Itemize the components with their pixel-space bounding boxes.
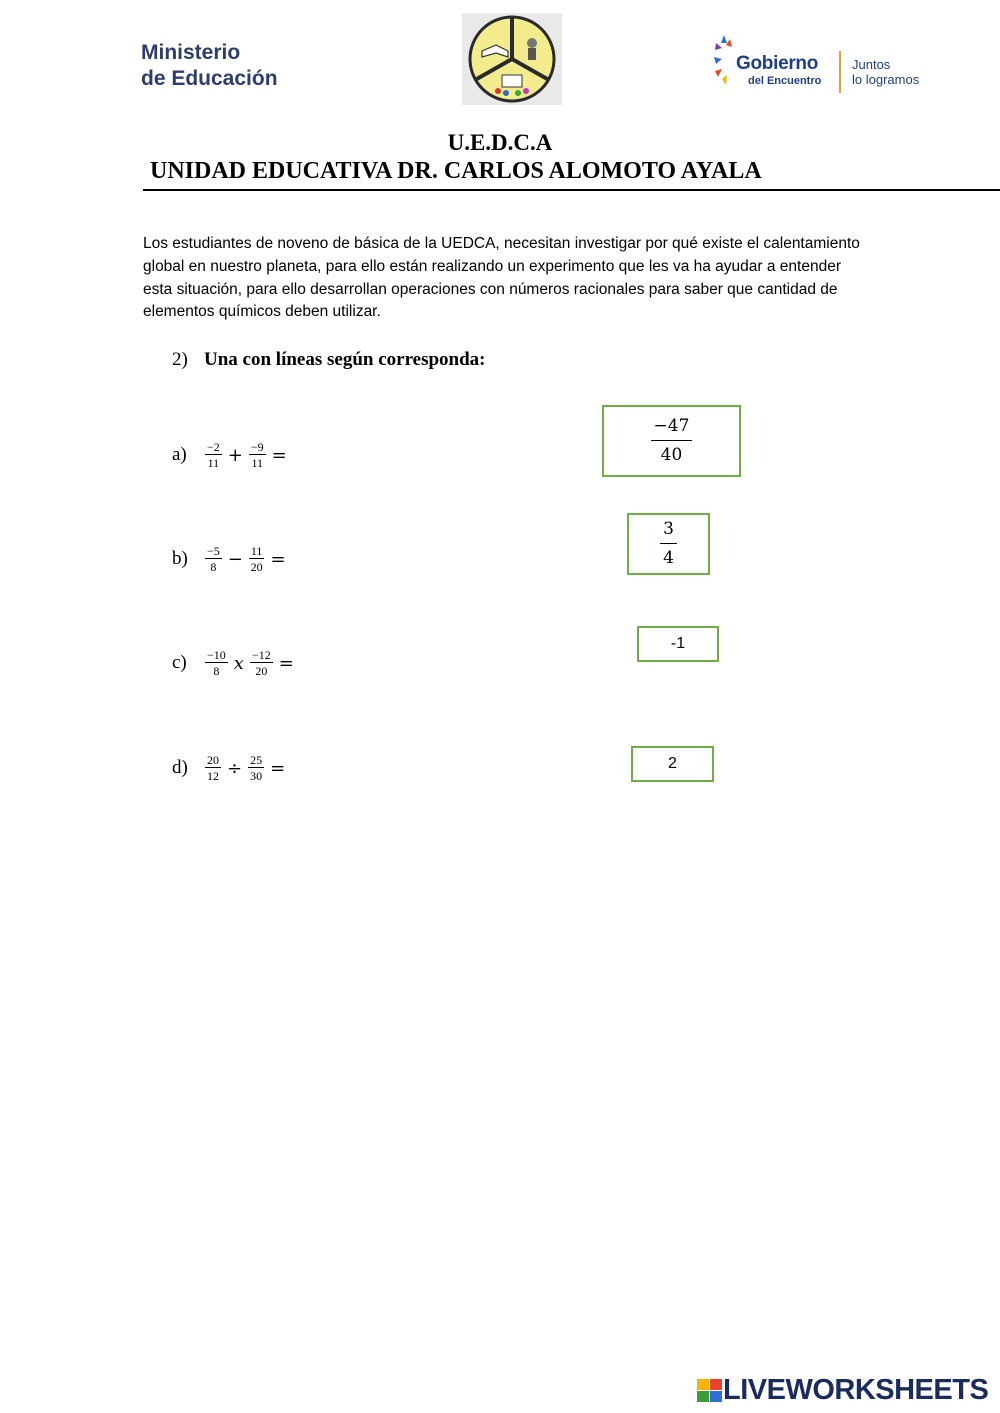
fraction — [249, 440, 266, 470]
denominator: 4 — [663, 548, 674, 568]
numerator: −2 — [207, 440, 220, 454]
ministry-logo-line2: de Educación — [141, 67, 278, 90]
denominator: 8 — [210, 560, 217, 574]
answer-fraction — [660, 519, 677, 569]
government-subtitle: del Encuentro — [748, 75, 822, 87]
question-text: Una con líneas según corresponda: — [204, 349, 486, 370]
item-label: a) — [172, 444, 187, 465]
liveworksheets-logo — [697, 1374, 988, 1407]
answer-box-4[interactable]: 2 — [631, 746, 714, 782]
school-emblem-logo — [462, 13, 562, 105]
equals-sign: = — [270, 548, 286, 570]
denominator: 8 — [213, 664, 220, 678]
denominator: 30 — [250, 769, 263, 783]
government-slogan-line1: Juntos — [852, 57, 891, 72]
numerator: −5 — [207, 544, 220, 558]
fraction — [205, 440, 222, 470]
expression-item-b[interactable] — [172, 544, 290, 574]
operator: + — [227, 444, 243, 466]
expression-item-d[interactable] — [172, 753, 289, 783]
equals-sign: = — [271, 444, 287, 466]
numerator: −9 — [250, 440, 264, 454]
denominator: 20 — [255, 664, 268, 678]
fraction — [249, 544, 265, 574]
school-acronym: U.E.D.C.A — [447, 130, 553, 155]
equals-sign: = — [278, 652, 294, 674]
answer-box-2[interactable] — [627, 513, 710, 575]
government-logo — [712, 33, 942, 99]
government-slogan-line2: lo logramos — [852, 72, 920, 87]
government-divider — [839, 51, 841, 93]
numerator: −10 — [207, 648, 226, 662]
denominator: 12 — [207, 769, 219, 783]
item-label: c) — [172, 652, 187, 673]
fraction — [205, 544, 222, 574]
denominator: 11 — [251, 456, 264, 470]
fraction — [248, 753, 264, 783]
ministry-logo-line1: Ministerio — [141, 41, 241, 64]
numerator: −12 — [251, 648, 271, 662]
question-number: 2) — [172, 349, 188, 370]
answer-fraction — [651, 416, 693, 466]
numerator: 11 — [250, 544, 263, 558]
school-name: UNIDAD EDUCATIVA DR. CARLOS ALOMOTO AYALA — [150, 158, 762, 184]
government-logo-rays-icon — [712, 33, 736, 93]
fraction — [205, 648, 228, 678]
ministry-logo — [141, 40, 278, 92]
answer-box-1[interactable] — [602, 405, 741, 477]
liveworksheets-badge-icon — [697, 1379, 723, 1403]
title-divider — [143, 189, 1000, 191]
denominator: 40 — [660, 445, 683, 465]
item-label: b) — [172, 548, 188, 569]
numerator: −47 — [651, 416, 693, 441]
expression-item-c[interactable] — [172, 648, 298, 678]
expression-item-a[interactable] — [172, 440, 291, 470]
operator: ÷ — [227, 757, 243, 779]
government-name: Gobierno — [736, 53, 819, 74]
answer-box-3[interactable]: -1 — [637, 626, 719, 662]
fraction — [205, 753, 221, 783]
denominator: 11 — [207, 456, 220, 470]
liveworksheets-brand: LIVEWORKSHEETS — [723, 1374, 989, 1406]
operator: − — [227, 548, 243, 570]
intro-paragraph: Los estudiantes de noveno de básica de la UEDCA, necesitan investigar por qué existe el calentamiento global en nuestro planeta, para ello están realizando un experimento que les va ha ayudar a entender esta situación, para ello desarrollan operaciones con números racionales para saber que cantidad de elementos químicos deben utilizar. — [143, 235, 860, 321]
government-slogan — [852, 57, 919, 87]
operator: x — [233, 652, 244, 674]
equals-sign: = — [270, 757, 286, 779]
numerator: 25 — [250, 753, 263, 767]
numerator: 3 — [660, 519, 677, 544]
numerator: 20 — [207, 753, 219, 767]
item-label: d) — [172, 757, 188, 778]
denominator: 20 — [250, 560, 263, 574]
fraction — [250, 648, 273, 678]
